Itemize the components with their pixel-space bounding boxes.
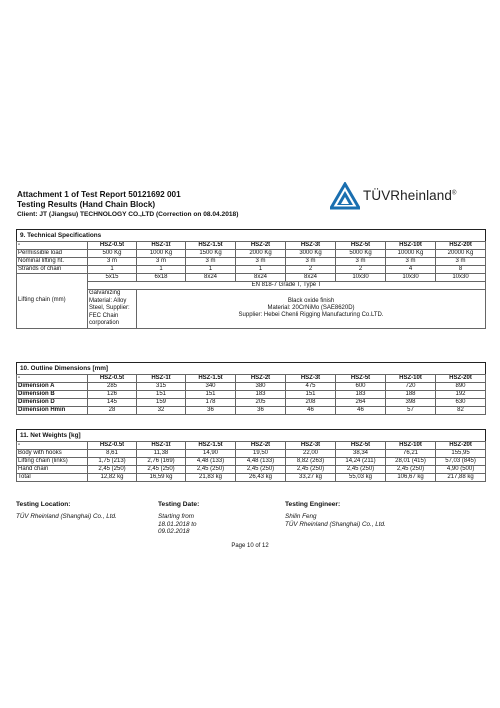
model-header-cell: HSZ-5t <box>336 375 386 383</box>
value-cell: 1 <box>186 266 236 274</box>
model-header-cell: HSZ-1.5t <box>186 375 236 383</box>
row-label: Body with hooks <box>17 450 88 458</box>
value-cell: 1500 Kg <box>186 250 236 258</box>
technical-specifications-table <box>16 229 486 329</box>
chain-size-cell: 8x24 <box>236 274 286 282</box>
chain-material-row <box>17 290 486 329</box>
location-value: TÜV Rheinland (Shanghai) Co., Ltd. <box>16 513 117 520</box>
value-cell: 188 <box>386 391 436 399</box>
tuv-logo <box>330 182 490 212</box>
chain-material-text: Material: 20CrNiMo (SAE8620D) <box>267 305 355 312</box>
row-label: Lifting chain (links) <box>17 458 88 466</box>
triangle-logo-icon <box>330 182 360 210</box>
table-row <box>17 458 486 466</box>
chain-size-cell: 8x24 <box>286 274 336 282</box>
value-cell: 26,43 kg <box>236 474 286 482</box>
value-cell: 55,03 kg <box>336 474 386 482</box>
header-dash-cell: - <box>17 375 88 383</box>
model-header-cell: HSZ-1t <box>137 442 186 450</box>
date-heading: Testing Date: <box>158 501 200 508</box>
value-cell: 151 <box>286 391 336 399</box>
value-cell: 398 <box>386 399 436 407</box>
section-title: 10. Outline Dimensions [mm] <box>20 365 109 372</box>
value-cell: 8 <box>436 266 486 274</box>
value-cell: 630 <box>436 399 486 407</box>
value-cell: 3 m <box>286 258 336 266</box>
row-label: Permissible load <box>17 250 88 258</box>
value-cell: 264 <box>336 399 386 407</box>
value-cell: 3 m <box>236 258 286 266</box>
model-header-cell: HSZ-3t <box>286 442 336 450</box>
value-cell: 38,34 <box>336 450 386 458</box>
value-cell: 22,00 <box>286 450 336 458</box>
value-cell: 2,45 (250) <box>186 466 236 474</box>
value-cell: 4 <box>386 266 436 274</box>
model-header-cell: HSZ-0.5t <box>88 242 137 250</box>
value-cell: 1000 Kg <box>137 250 186 258</box>
model-header-cell: HSZ-0.5t <box>88 442 137 450</box>
model-header-row <box>17 242 486 250</box>
chain-size-cell: 10x30 <box>436 274 486 282</box>
value-cell: 159 <box>137 399 186 407</box>
value-cell: 32 <box>137 407 186 415</box>
table-row <box>17 391 486 399</box>
value-cell: 208 <box>286 399 336 407</box>
model-header-cell: HSZ-2t <box>236 442 286 450</box>
date-line-2: 18.01.2018 to <box>158 520 197 528</box>
table-row <box>17 466 486 474</box>
value-cell: 3000 Kg <box>286 250 336 258</box>
registered-mark: ® <box>452 190 457 197</box>
model-header-cell: HSZ-3t <box>286 242 336 250</box>
report-subtitle: Testing Results (Hand Chain Block) <box>17 200 156 209</box>
table-row <box>17 407 486 415</box>
value-cell: 8,82 (263) <box>286 458 336 466</box>
value-cell: 145 <box>88 399 137 407</box>
lifting-chain-label: Lifting chain (mm) <box>17 274 88 329</box>
model-header-cell: HSZ-10t <box>386 375 436 383</box>
value-cell: 10000 Kg <box>386 250 436 258</box>
value-cell: 155,95 <box>436 450 486 458</box>
value-cell: 2 <box>286 266 336 274</box>
value-cell: 151 <box>186 391 236 399</box>
table-row <box>17 399 486 407</box>
row-label: Dimension D <box>17 399 88 407</box>
page-number: Page 10 of 12 <box>231 543 269 549</box>
model-header-cell: HSZ-1.5t <box>186 442 236 450</box>
model-header-cell: HSZ-3t <box>286 375 336 383</box>
row-label: Hand chain <box>17 466 88 474</box>
date-line-3: 09.02.2018 <box>158 528 190 535</box>
value-cell: 28,01 (415) <box>386 458 436 466</box>
value-cell: 2,45 (250) <box>336 466 386 474</box>
table-row <box>17 250 486 258</box>
value-cell: 720 <box>386 383 436 391</box>
row-label: Total <box>17 474 88 482</box>
value-cell: 1 <box>137 266 186 274</box>
value-cell: 21,83 kg <box>186 474 236 482</box>
value-cell: 8,61 <box>88 450 137 458</box>
chain-supplier-text: Supplier: Hebei Chenli Rigging Manufacturing Co.LTD. <box>238 312 384 319</box>
model-header-cell: HSZ-10t <box>386 242 436 250</box>
value-cell: 36 <box>186 407 236 415</box>
table-row <box>17 450 486 458</box>
value-cell: 2,45 (250) <box>286 466 336 474</box>
value-cell: 183 <box>336 391 386 399</box>
model-header-cell: HSZ-20t <box>436 442 486 450</box>
table-row <box>17 383 486 391</box>
engineer-heading: Testing Engineer: <box>285 501 341 508</box>
value-cell: 340 <box>186 383 236 391</box>
value-cell: 36 <box>236 407 286 415</box>
section-title: 9. Technical Specifications <box>20 232 102 239</box>
client-line: Client: JT (Jiangsu) TECHNOLOGY CO.,LTD (Correction on 08.04.2018) <box>17 211 239 218</box>
value-cell: 500 Kg <box>88 250 137 258</box>
value-cell: 2,45 (250) <box>88 466 137 474</box>
value-cell: 2,45 (250) <box>236 466 286 474</box>
testing-location <box>16 501 117 521</box>
value-cell: 2,76 (169) <box>137 458 186 466</box>
value-cell: 57,03 (845) <box>436 458 486 466</box>
value-cell: 285 <box>88 383 137 391</box>
outline-dimensions-table <box>16 362 486 415</box>
value-cell: 205 <box>236 399 286 407</box>
value-cell: 192 <box>436 391 486 399</box>
value-cell: 4,48 (133) <box>236 458 286 466</box>
header-dash-cell: - <box>17 442 88 450</box>
value-cell: 4,90 (500) <box>436 466 486 474</box>
chain-grade-cell: EN 818-7 Grade T, Type T <box>88 282 486 290</box>
value-cell: 1 <box>236 266 286 274</box>
model-header-cell: HSZ-20t <box>436 375 486 383</box>
model-header-row <box>17 375 486 383</box>
value-cell: 82 <box>436 407 486 415</box>
table-row <box>17 266 486 274</box>
value-cell: 106,67 kg <box>386 474 436 482</box>
value-cell: 19,50 <box>236 450 286 458</box>
value-cell: 3 m <box>436 258 486 266</box>
value-cell: 890 <box>436 383 486 391</box>
row-label: Strands of chain <box>17 266 88 274</box>
value-cell: 14,24 (211) <box>336 458 386 466</box>
value-cell: 20000 Kg <box>436 250 486 258</box>
model-header-cell: HSZ-0.5t <box>88 375 137 383</box>
value-cell: 1 <box>88 266 137 274</box>
chain-size-cell: 10x30 <box>336 274 386 282</box>
value-cell: 4,48 (133) <box>186 458 236 466</box>
engineer-company: TÜV Rheinland (Shanghai) Co., Ltd. <box>285 520 386 528</box>
value-cell: 178 <box>186 399 236 407</box>
value-cell: 475 <box>286 383 336 391</box>
model-header-cell: HSZ-1t <box>137 375 186 383</box>
value-cell: 2000 Kg <box>236 250 286 258</box>
value-cell: 126 <box>88 391 137 399</box>
engineer-name: Shilin Feng <box>285 513 317 520</box>
value-cell: 16,59 kg <box>137 474 186 482</box>
model-header-cell: HSZ-5t <box>336 442 386 450</box>
chain-finish-text: Black oxide finish <box>287 298 335 305</box>
table-row <box>17 474 486 482</box>
value-cell: 14,90 <box>186 450 236 458</box>
row-label: Dimension A <box>17 383 88 391</box>
value-cell: 57 <box>386 407 436 415</box>
value-cell: 3 m <box>88 258 137 266</box>
table-row <box>17 258 486 266</box>
model-header-cell: HSZ-2t <box>236 242 286 250</box>
section-title: 11. Net Weights [kg] <box>20 432 81 439</box>
row-label: Dimension B <box>17 391 88 399</box>
model-header-cell: HSZ-1t <box>137 242 186 250</box>
value-cell: 33,27 kg <box>286 474 336 482</box>
galvanizing-note-cell: Galvanizing Material: Alloy Steel, Supplier: FEC Chain corporation <box>88 290 137 329</box>
logo-text: TÜVRheinland® <box>363 188 457 203</box>
date-line-1: Starting from <box>158 513 195 520</box>
value-cell: 3 m <box>186 258 236 266</box>
testing-engineer <box>285 501 386 528</box>
chain-material-cell <box>137 290 486 329</box>
testing-date <box>158 501 199 536</box>
model-header-cell: HSZ-20t <box>436 242 486 250</box>
chain-size-cell: 6x18 <box>137 274 186 282</box>
model-header-cell: HSZ-5t <box>336 242 386 250</box>
row-label: Dimension Hmin <box>17 407 88 415</box>
row-label: Nominal lifting ht. <box>17 258 88 266</box>
chain-grade-row <box>17 282 486 290</box>
location-heading: Testing Location: <box>16 501 71 508</box>
value-cell: 183 <box>236 391 286 399</box>
value-cell: 3 m <box>137 258 186 266</box>
value-cell: 315 <box>137 383 186 391</box>
value-cell: 46 <box>336 407 386 415</box>
chain-size-cell: 8x24 <box>186 274 236 282</box>
value-cell: 5000 Kg <box>336 250 386 258</box>
model-header-cell: HSZ-1.5t <box>186 242 236 250</box>
value-cell: 600 <box>336 383 386 391</box>
value-cell: 1,75 (213) <box>88 458 137 466</box>
attachment-title: Attachment 1 of Test Report 50121692 001 <box>17 190 181 199</box>
value-cell: 28 <box>88 407 137 415</box>
value-cell: 2 <box>336 266 386 274</box>
value-cell: 2,45 (250) <box>137 466 186 474</box>
chain-size-cell: 10x30 <box>386 274 436 282</box>
model-header-cell: HSZ-10t <box>386 442 436 450</box>
value-cell: 46 <box>286 407 336 415</box>
chain-size-cell: 5x15 <box>88 274 137 282</box>
model-header-row <box>17 442 486 450</box>
value-cell: 151 <box>137 391 186 399</box>
lifting-chain-sizes-row <box>17 274 486 282</box>
model-header-cell: HSZ-2t <box>236 375 286 383</box>
value-cell: 11,38 <box>137 450 186 458</box>
value-cell: 380 <box>236 383 286 391</box>
value-cell: 2,45 (250) <box>386 466 436 474</box>
value-cell: 217,88 kg <box>436 474 486 482</box>
value-cell: 76,21 <box>386 450 436 458</box>
value-cell: 3 m <box>386 258 436 266</box>
value-cell: 12,82 kg <box>88 474 137 482</box>
net-weights-table <box>16 429 486 482</box>
value-cell: 3 m <box>336 258 386 266</box>
header-dash-cell: - <box>17 242 88 250</box>
